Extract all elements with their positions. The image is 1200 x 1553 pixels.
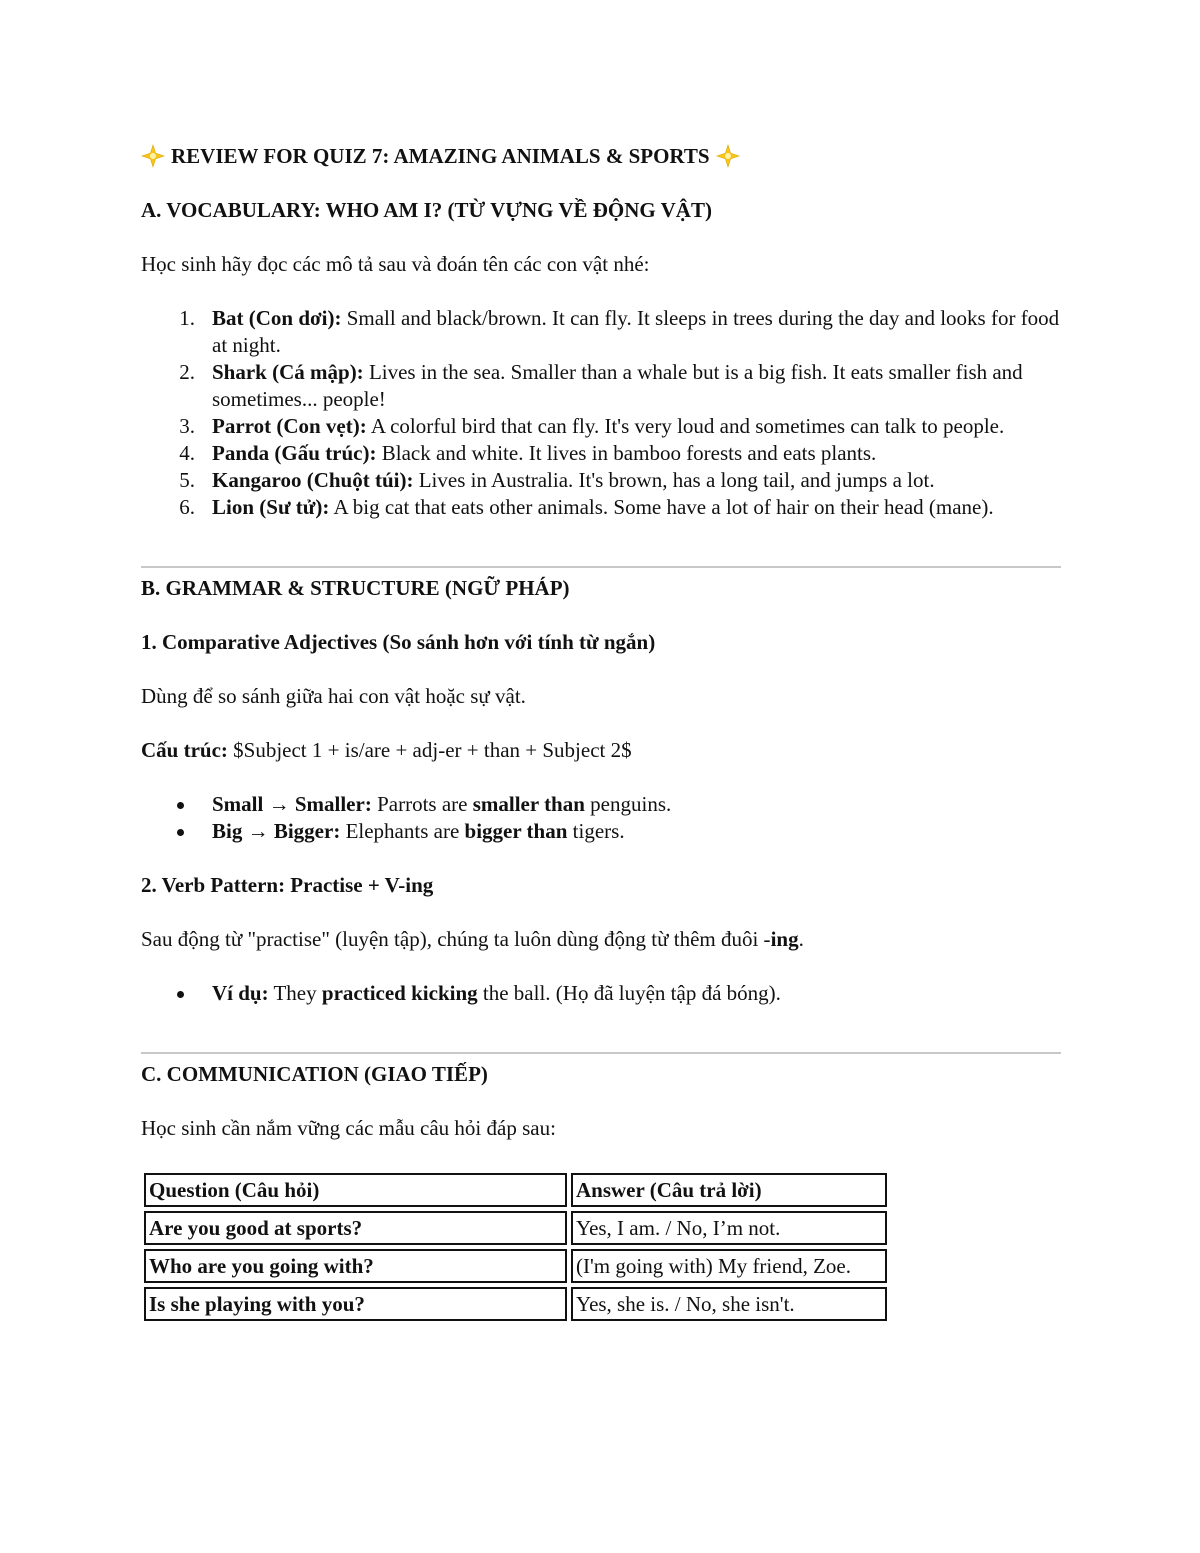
bullet-icon [177,829,184,836]
structure-line: Cấu trúc: $Subject 1 + is/are + adj-er + than + Subject 2$ [141,738,632,762]
list-item: Big → Bigger: Elephants are bigger than tigers. [141,818,1061,845]
verb-pattern-heading: 2. Verb Pattern: Practise + V-ing [141,873,434,897]
page-title-text: REVIEW FOR QUIZ 7: AMAZING ANIMALS & SPORTS [171,143,710,168]
bullet-icon [177,991,184,998]
table-row [144,1249,887,1283]
section-c-heading: C. COMMUNICATION (GIAO TIẾP) [141,1062,488,1086]
table-header-cell: Question (Câu hỏi) [144,1173,567,1207]
bullet-icon [177,802,184,809]
animal-list [141,305,1061,521]
section-c-intro: Học sinh cần nắm vững các mẫu câu hỏi đáp sau: [141,1116,556,1140]
page-title [141,142,1061,170]
section-a-intro: Học sinh hãy đọc các mô tả sau và đoán tên các con vật nhé: [141,252,650,276]
answer-cell: Yes, I am. / No, I’m not. [571,1211,887,1245]
comparative-intro: Dùng để so sánh giữa hai con vật hoặc sự vật. [141,684,526,708]
table-row [144,1211,887,1245]
table-row [144,1287,887,1321]
list-item: Ví dụ: They practiced kicking the ball. (Họ đã luyện tập đá bóng). [141,980,1061,1007]
verb-pattern-examples [141,980,1061,1007]
list-item: 4. Panda (Gấu trúc): Black and white. It lives in bamboo forests and eats plants. [179,441,877,465]
question-cell: Who are you going with? [144,1249,567,1283]
list-item: 1. Bat (Con dơi): Small and black/brown. It can fly. It sleeps in trees during the day and looks for food at night. [179,306,1060,357]
sparkle-star-icon [141,144,165,168]
answer-cell: (I'm going with) My friend, Zoe. [571,1249,887,1283]
comparative-examples [141,791,1061,845]
list-item: 3. Parrot (Con vẹt): A colorful bird that can fly. It's very loud and sometimes can talk to people. [179,414,1005,438]
section-a-heading: A. VOCABULARY: WHO AM I? (TỪ VỰNG VỀ ĐỘNG VẬT) [141,198,712,222]
answer-cell: Yes, she is. / No, she isn't. [571,1287,887,1321]
table-header-cell: Answer (Câu trả lời) [571,1173,887,1207]
list-item: 2. Shark (Cá mập): Lives in the sea. Smaller than a whale but is a big fish. It eats smaller fish and sometimes... people! [179,360,1023,411]
section-b-heading: B. GRAMMAR & STRUCTURE (NGỮ PHÁP) [141,576,570,600]
list-item: Small → Smaller: Parrots are smaller than penguins. [141,791,1061,818]
list-item: 6. Lion (Sư tử): A big cat that eats other animals. Some have a lot of hair on their head (mane). [179,495,994,519]
question-cell: Are you good at sports? [144,1211,567,1245]
communication-table [140,1169,891,1325]
sparkle-star-icon [716,144,740,168]
table-header-row [144,1173,887,1207]
verb-pattern-intro: Sau động từ "practise" (luyện tập), chúng ta luôn dùng động từ thêm đuôi -ing. [141,927,804,951]
comparative-heading: 1. Comparative Adjectives (So sánh hơn với tính từ ngắn) [141,630,656,654]
list-item: 5. Kangaroo (Chuột túi): Lives in Australia. It's brown, has a long tail, and jumps a lot. [179,468,935,492]
document-content [141,142,1061,1325]
question-cell: Is she playing with you? [144,1287,567,1321]
